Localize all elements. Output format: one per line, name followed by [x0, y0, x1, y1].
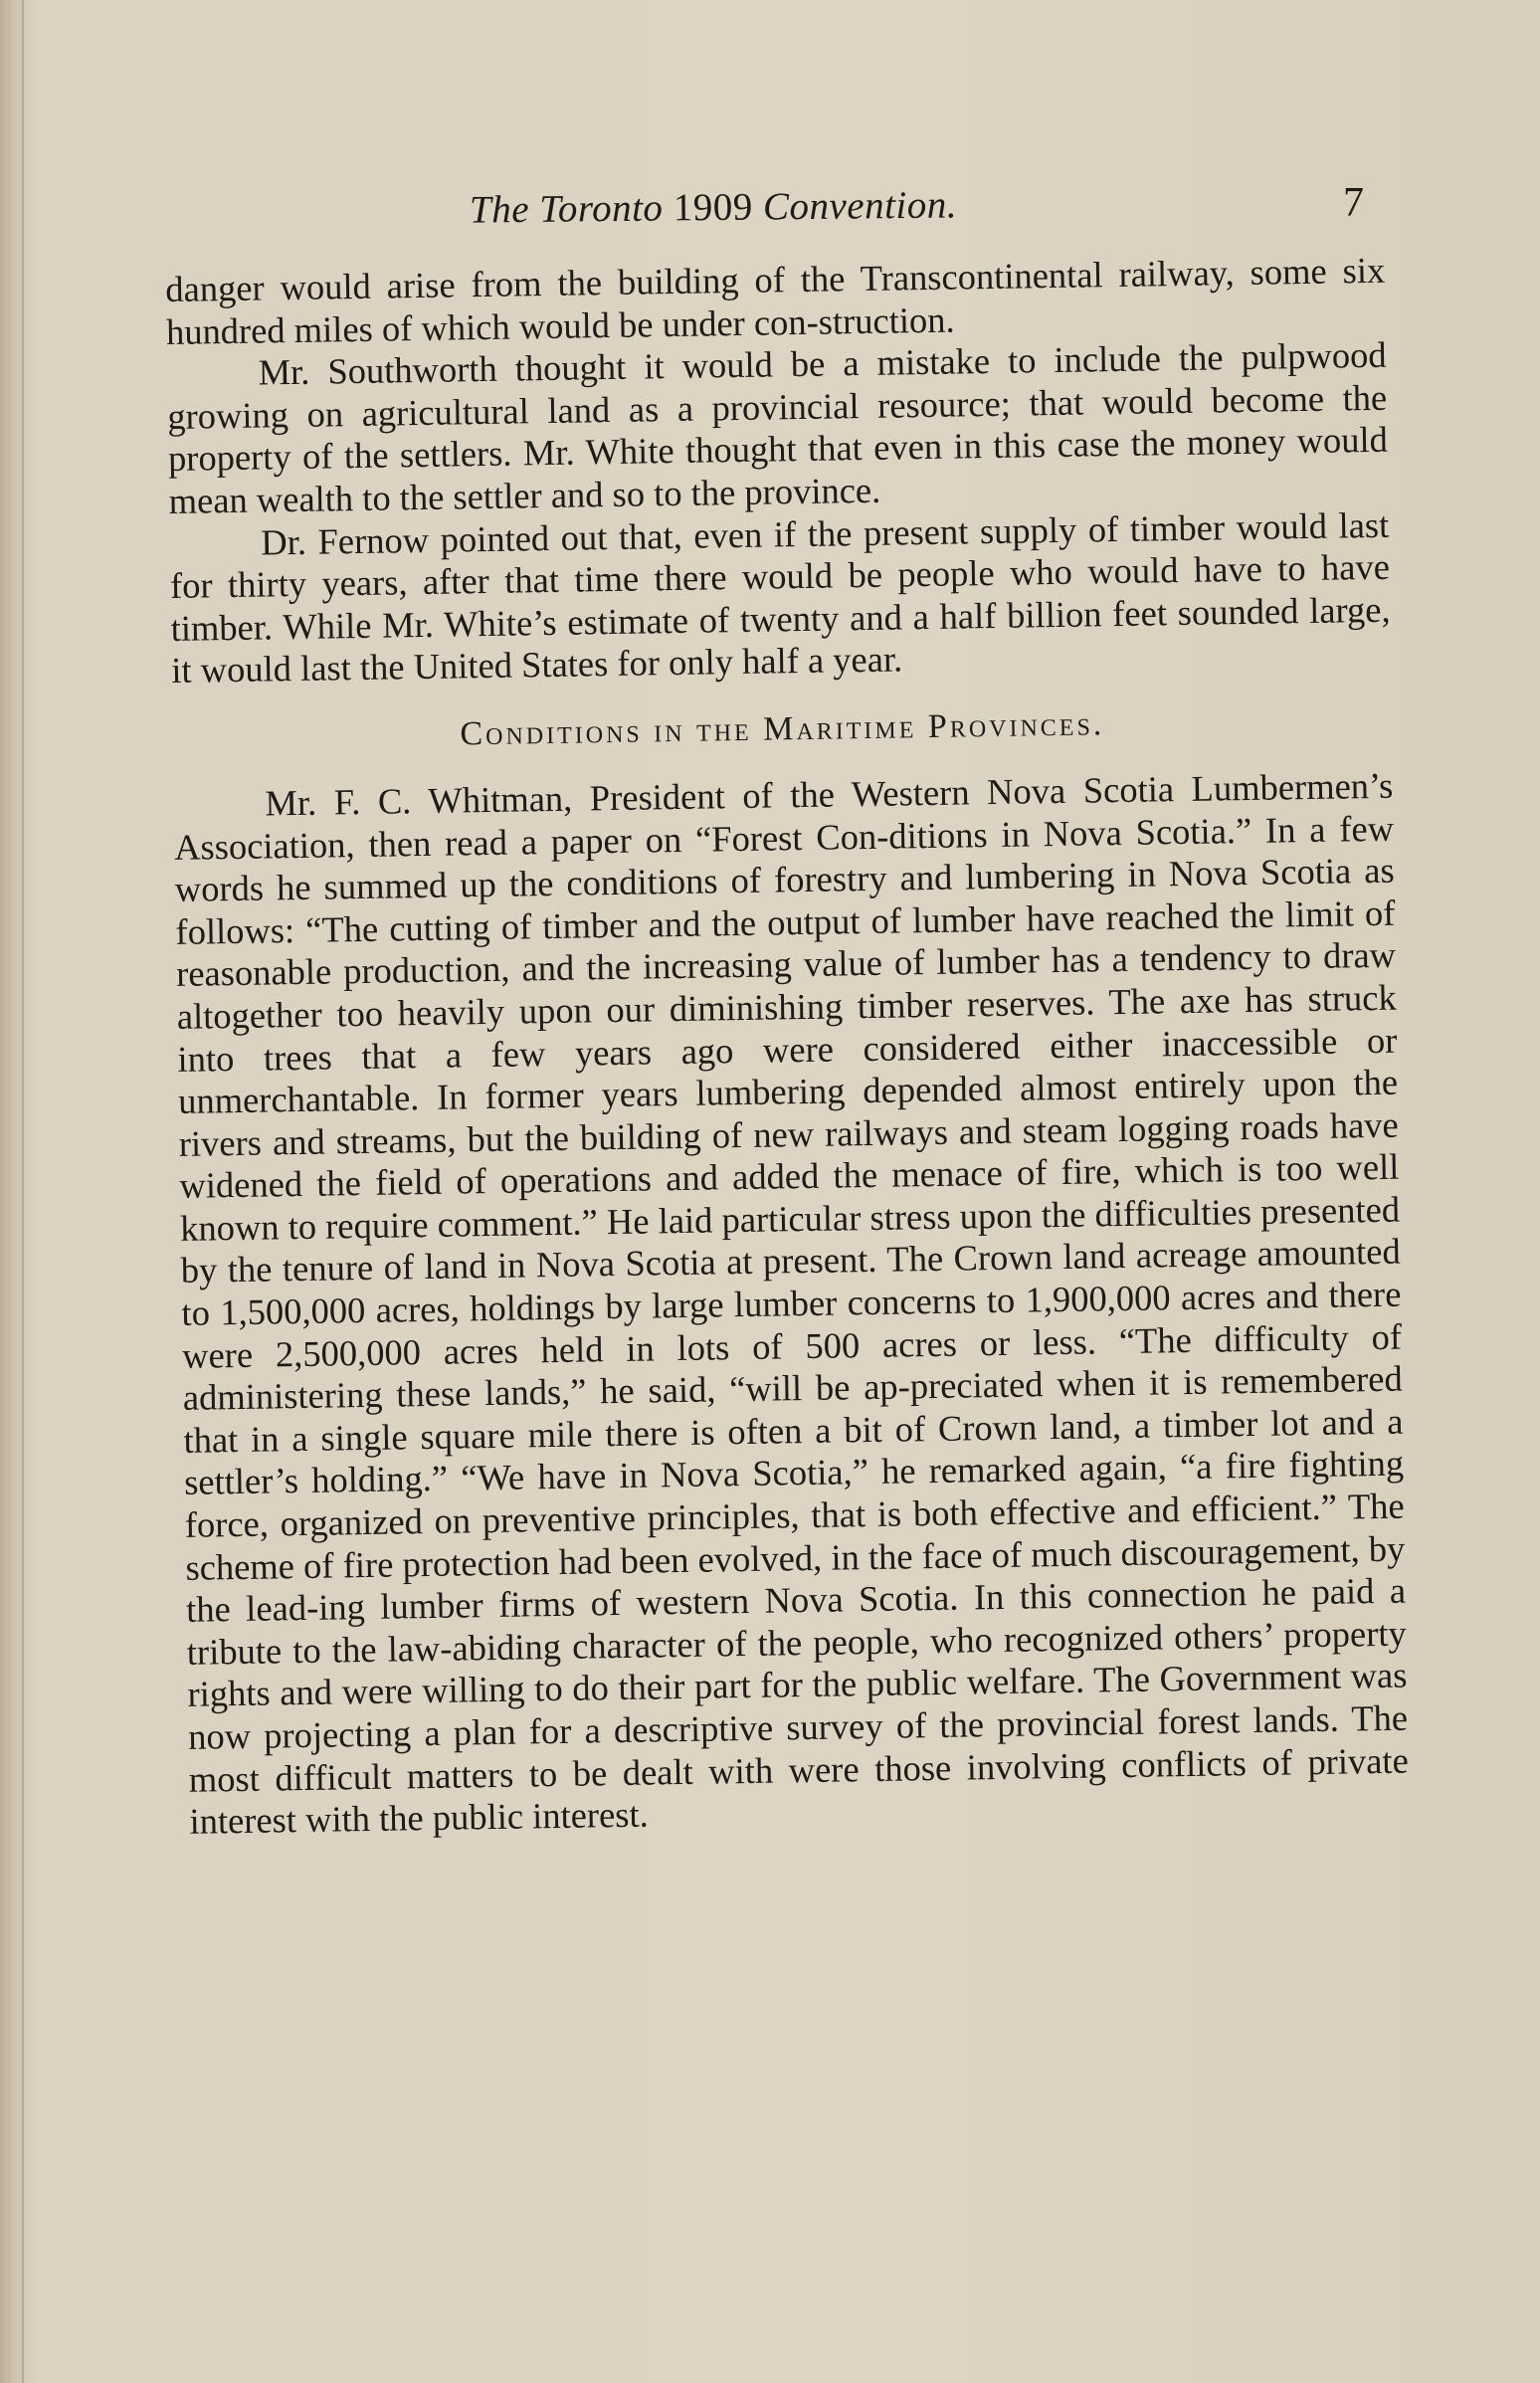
- title-part-1: The Toronto: [469, 186, 664, 232]
- title-year: 1909: [673, 185, 753, 230]
- paragraph-southworth: Mr. Southworth thought it would be a mistake to include the pulpwood growing on agricultural land as a provincial resource; that would become the property of the settlers. Mr. White thought that even in this case the money would mean wealth to the settler and so to the province.: [167, 333, 1389, 521]
- title-part-2: Convention.: [762, 183, 958, 229]
- paragraph-fernow: Dr. Fernow pointed out that, even if the present supply of timber would last for thirty years, after that time there would be people who would have to have timber. While Mr. White’s estimate of twenty and a half billion feet sounded large, it would last the United States for only half a year.: [169, 503, 1391, 692]
- body-text: [165, 250, 1410, 1844]
- page-gutter: [22, 0, 24, 2383]
- page-number: 7: [1343, 180, 1364, 226]
- paragraph-whitman: Mr. F. C. Whitman, President of the Western Nova Scotia Lumbermen’s Association, then read a paper on “Forest Con-ditions in Nova Scotia.” In a few words he summed up the conditions of forestry and lumbering in Nova Scotia as follows: “The cutting of timber and the output of lumber have reached the limit of reasonable production, and the increasing value of lumber has a tendency to draw altogether too heavily upon our diminishing timber reserves. The axe has struck into trees that a few years ago were considered either inaccessible or unmerchantable. In former years lumbering depended almost entirely upon the rivers and streams, but the building of new railways and steam logging roads have widened the field of operations and added the menace of fire, which is too well known to require comment.” He laid particular stress upon the difficulties presented by the tenure of land in Nova Scotia at present. The Crown land acreage amounted to 1,500,000 acres, holdings by large lumber concerns to 1,900,000 acres and there were 2,500,000 acres held in lots of 500 acres or less. “The difficulty of administering these lands,” he said, “will be ap-preciated when it is remembered that in a single square mile there is often a bit of Crown land, a timber lot and a settler’s holding.” “We have in Nova Scotia,” he remarked again, “a fire fighting force, organized on preventive principles, that is both effective and efficient.” The scheme of fire protection had been evolved, in the face of much discouragement, by the lead-ing lumber firms of western Nova Scotia. In this connection he paid a tribute to the law-abiding character of the people, who recognized others’ property rights and were willing to do their part for the public welfare. The Government was now projecting a plan for a descriptive survey of the provincial forest lands. The most difficult matters to be dealt with were those involving conflicts of private interest with the public interest.: [173, 764, 1410, 1842]
- section-heading: Conditions in the Maritime Provinces.: [460, 705, 1105, 753]
- running-header: [0, 180, 1540, 245]
- paragraph-continuation: danger would arise from the building of the Transcontinental railway, some six hundred miles of which would be under con-struction.: [165, 249, 1386, 352]
- running-title: [470, 182, 957, 232]
